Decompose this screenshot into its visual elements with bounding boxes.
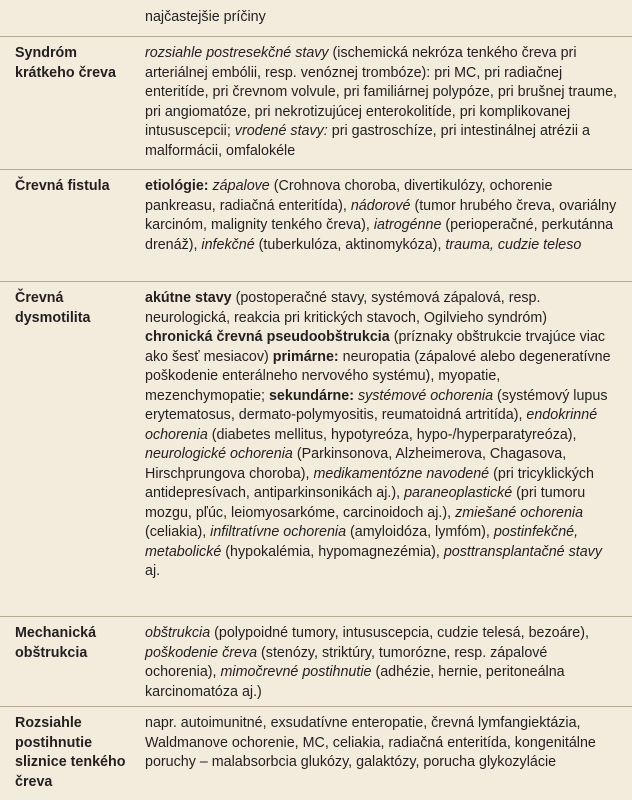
text-run: (polypoidné tumory, intususcepcia, cudzie telesá, bezoáre),	[210, 625, 589, 641]
text-run: (ischemická nekróza tenkého čreva pri arteriálnej embólii, resp. venóznej trombóze): pri MC, pri radiačnej enteritíde, pri črevnom volvule, pri familiárnej polypóze, pri brušnej traume, pri angiomatóze, pri nekrotizujúcej enterokolitíde, pri komplikovanej intususcepcii;	[145, 45, 618, 139]
text-run: pri gastroschíze, pri intestinálnej atrézii a malformácii, omfalokéle	[145, 123, 591, 159]
table-row-short-bowel	[0, 37, 632, 170]
text-run: (tuberkulóza, aktinomykóza),	[254, 236, 446, 253]
text-run: (postoperačné stavy, systémová zápalová, resp. neurologická, reakcia pri kritických stavoch, Ogilvieho syndróm)	[145, 290, 548, 326]
row-text	[128, 282, 618, 616]
text-run: (amyloidóza, lymfóm),	[346, 524, 494, 540]
text-run: (adhézie, hernie, peritoneálna karcinomatóza aj.)	[145, 664, 565, 700]
row-label: Črevná dysmotilita	[15, 290, 91, 326]
italic-term: paraneoplastické	[404, 485, 513, 501]
italic-term: vrodené stavy:	[234, 123, 328, 139]
row-text	[128, 707, 618, 803]
row-text	[128, 617, 618, 706]
italic-term: neurologické ochorenia	[145, 446, 293, 462]
text-run: (Crohnova choroba, divertikulózy, ochorenie pankreasu, radiačná enteritída),	[145, 178, 553, 214]
text-run: (Parkinsonova, Alzheimerova, Chagasova, Hirschprungova choroba),	[145, 446, 567, 482]
text-run: (perioperačné, perkutánna drenáž),	[145, 217, 614, 253]
italic-term: rozsiahle postresekčné stavy	[145, 45, 329, 61]
italic-term: medikamentózne navodené	[313, 465, 490, 482]
italic-term: nádorové	[350, 197, 411, 214]
text-run: aj.	[145, 563, 161, 579]
text-run: (hypokalémia, hypomagnezémia),	[221, 543, 444, 560]
bold-term: akútne stavy	[145, 290, 232, 306]
text-run: napr. autoimunitné, exsudatívne enteropatie, črevná lymfangiektázia, Waldmanove ochorenie, MC, celiakia, radiačná enteritída, kongenitálne poruchy – malabsorbcia glukózy, galaktózy, porucha glykozylácie	[145, 715, 596, 770]
row-label: Syndróm krátkeho čreva	[15, 45, 116, 81]
italic-term: trauma, cudzie teleso	[445, 236, 582, 253]
column-header	[0, 0, 632, 37]
text-run: (systémový lupus erytematosus, dermato-polymyositis, reumatoidná artritída),	[145, 387, 608, 423]
italic-term: infiltratívne ochorenia	[210, 524, 347, 540]
text-run: (stenózy, striktúry, tumorózne, resp. zápalové ochorenia),	[145, 644, 548, 680]
bold-term: etiológie:	[145, 178, 209, 194]
table-row-dysmotility	[0, 282, 632, 617]
italic-term: zmiešané ochorenia	[455, 504, 584, 521]
row-text	[128, 170, 618, 281]
italic-term: infekčné	[201, 236, 255, 253]
table-row-fistula	[0, 170, 632, 282]
row-text	[128, 37, 618, 169]
text-run: neuropatia (zápalové alebo degeneratívne poškodenie enterálneho nervového systému), myopatie, mezenchymopatie;	[145, 348, 611, 404]
italic-term: zápalove	[212, 178, 270, 194]
italic-term: poškodenie čreva	[145, 644, 258, 661]
italic-term: mimočrevné postihnutie	[220, 664, 372, 680]
table-row-obstruction	[0, 617, 632, 707]
text-run: (tumor hrubého čreva, ovariálny karcinóm, malignity tenkého čreva),	[145, 197, 617, 233]
italic-term: endokrinné ochorenia	[145, 407, 598, 443]
text-run: (diabetes mellitus, hypotyreóza, hypo-/hyperparatyreóza),	[207, 426, 577, 443]
italic-term: obštrukcia	[145, 625, 211, 641]
table-row-mucosa	[0, 707, 632, 803]
text-run: (celiakia),	[145, 524, 211, 540]
text-run: (príznaky obštrukcie trvajúce viac ako šesť mesiacov)	[145, 329, 606, 365]
text-run: (pri tricyklických antidepresívach, antiparkinsonikách aj.),	[145, 465, 594, 501]
row-label: Rozsiahle postihnutie sliznice tenkého čreva	[15, 715, 126, 790]
bold-term: primárne:	[272, 348, 339, 365]
row-label: Črevná fistula	[15, 178, 110, 194]
row-label: Mechanická obštrukcia	[15, 625, 97, 661]
italic-term: systémové ochorenia	[357, 387, 494, 404]
bold-term: sekundárne:	[268, 387, 354, 404]
column-header-label: najčastejšie príčiny	[145, 9, 266, 26]
italic-term: posttransplantačné stavy	[443, 543, 602, 560]
text-run: (pri tumoru mozgu, pľúc, leiomyosarkóme, carcinoidoch aj.),	[145, 485, 586, 521]
bold-term: chronická črevná pseudoobštrukcia	[145, 329, 390, 345]
italic-term: postinfekčné, metabolické	[145, 524, 579, 560]
italic-term: iatrogénne	[373, 217, 442, 233]
